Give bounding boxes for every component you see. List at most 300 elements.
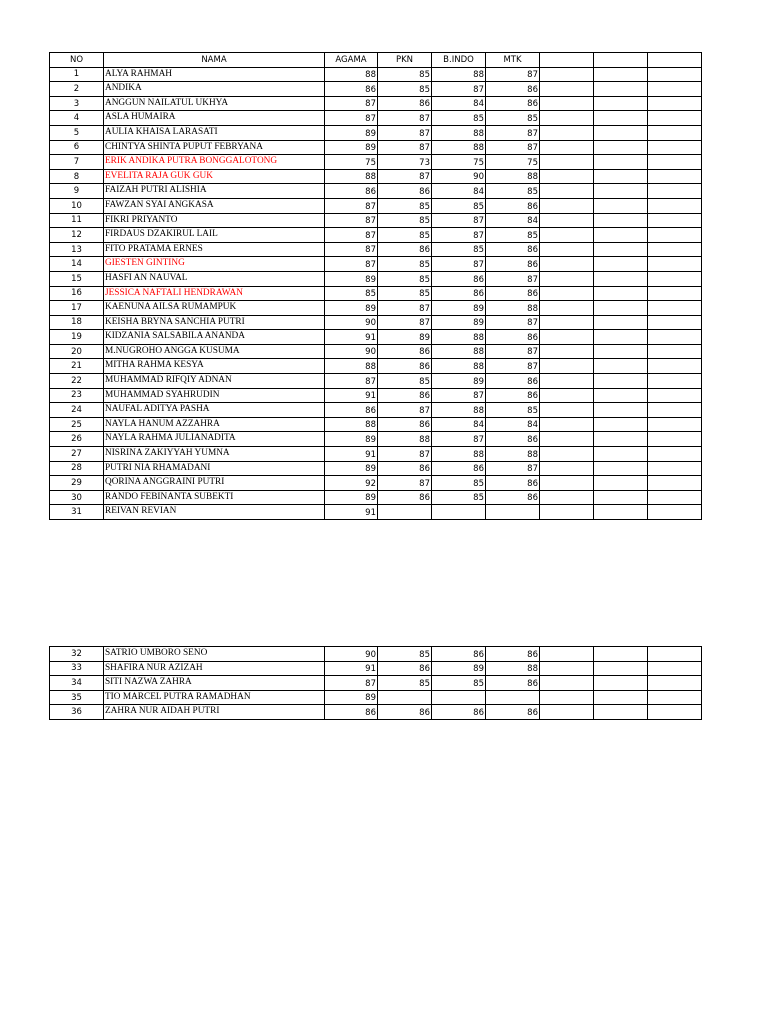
score-agama: 87 <box>325 198 378 213</box>
empty-cell <box>540 690 594 705</box>
score-bindo: 88 <box>432 344 486 359</box>
empty-cell <box>648 676 702 691</box>
student-name: ZAHRA NUR AIDAH PUTRI <box>104 705 325 720</box>
score-bindo: 87 <box>432 257 486 272</box>
score-mtk: 86 <box>486 647 540 662</box>
score-pkn: 86 <box>378 417 432 432</box>
empty-cell <box>540 705 594 720</box>
table-row <box>50 257 702 272</box>
table-row <box>50 505 702 520</box>
score-mtk: 87 <box>486 67 540 82</box>
student-name: HASFI AN NAUVAL <box>104 271 325 286</box>
score-mtk: 85 <box>486 184 540 199</box>
row-number: 25 <box>50 417 104 432</box>
student-name: CHINTYA SHINTA PUPUT FEBRYANA <box>104 140 325 155</box>
table-row <box>50 461 702 476</box>
empty-cell <box>648 447 702 462</box>
score-bindo: 85 <box>432 490 486 505</box>
score-bindo: 89 <box>432 661 486 676</box>
empty-cell <box>540 476 594 491</box>
row-number: 17 <box>50 301 104 316</box>
student-name: FIKRI PRIYANTO <box>104 213 325 228</box>
score-bindo: 87 <box>432 82 486 97</box>
empty-cell <box>594 228 648 243</box>
score-mtk: 84 <box>486 417 540 432</box>
empty-cell <box>648 490 702 505</box>
score-mtk <box>486 505 540 520</box>
table-row <box>50 432 702 447</box>
grades-table-main <box>49 52 702 520</box>
student-name: NAYLA HANUM AZZAHRA <box>104 417 325 432</box>
empty-cell <box>540 432 594 447</box>
score-bindo: 84 <box>432 96 486 111</box>
empty-cell <box>648 257 702 272</box>
score-bindo: 84 <box>432 417 486 432</box>
score-pkn <box>378 505 432 520</box>
empty-cell <box>648 476 702 491</box>
empty-cell <box>594 271 648 286</box>
row-number: 16 <box>50 286 104 301</box>
empty-cell <box>594 359 648 374</box>
grades-table-continued <box>49 646 702 720</box>
score-agama: 87 <box>325 213 378 228</box>
score-pkn: 85 <box>378 257 432 272</box>
row-number: 2 <box>50 82 104 97</box>
score-bindo: 86 <box>432 271 486 286</box>
student-name: GIESTEN GINTING <box>104 257 325 272</box>
header-agama: AGAMA <box>325 53 378 68</box>
empty-cell <box>540 647 594 662</box>
empty-cell <box>540 82 594 97</box>
score-pkn: 86 <box>378 184 432 199</box>
table-row <box>50 705 702 720</box>
row-number: 10 <box>50 198 104 213</box>
empty-cell <box>594 417 648 432</box>
table-body-main <box>50 67 702 519</box>
empty-cell <box>648 417 702 432</box>
score-bindo: 85 <box>432 476 486 491</box>
score-pkn: 88 <box>378 432 432 447</box>
score-mtk: 88 <box>486 661 540 676</box>
student-name: FITO PRATAMA ERNES <box>104 242 325 257</box>
score-agama: 86 <box>325 82 378 97</box>
empty-cell <box>540 111 594 126</box>
empty-cell <box>594 125 648 140</box>
score-agama: 87 <box>325 374 378 389</box>
score-bindo: 85 <box>432 111 486 126</box>
table-row <box>50 388 702 403</box>
score-pkn: 87 <box>378 169 432 184</box>
score-pkn: 87 <box>378 315 432 330</box>
score-bindo: 85 <box>432 198 486 213</box>
empty-cell <box>648 690 702 705</box>
student-name: FAWZAN SYAI ANGKASA <box>104 198 325 213</box>
row-number: 14 <box>50 257 104 272</box>
empty-cell <box>594 96 648 111</box>
empty-cell <box>594 140 648 155</box>
empty-cell <box>540 286 594 301</box>
row-number: 28 <box>50 461 104 476</box>
student-name: MITHA RAHMA KESYA <box>104 359 325 374</box>
score-agama: 87 <box>325 111 378 126</box>
score-mtk: 86 <box>486 82 540 97</box>
score-mtk: 86 <box>486 242 540 257</box>
empty-cell <box>594 344 648 359</box>
score-bindo: 86 <box>432 461 486 476</box>
empty-cell <box>648 330 702 345</box>
empty-cell <box>648 301 702 316</box>
score-mtk: 86 <box>486 257 540 272</box>
student-name: KEISHA BRYNA SANCHIA PUTRI <box>104 315 325 330</box>
empty-cell <box>594 315 648 330</box>
table-row <box>50 271 702 286</box>
score-agama: 86 <box>325 403 378 418</box>
score-mtk: 86 <box>486 374 540 389</box>
empty-cell <box>648 359 702 374</box>
table-row <box>50 228 702 243</box>
empty-cell <box>540 676 594 691</box>
score-pkn: 89 <box>378 330 432 345</box>
row-number: 35 <box>50 690 104 705</box>
student-name: NAUFAL ADITYA PASHA <box>104 403 325 418</box>
empty-cell <box>594 690 648 705</box>
score-pkn: 86 <box>378 490 432 505</box>
table-row <box>50 125 702 140</box>
student-name: JESSICA NAFTALI HENDRAWAN <box>104 286 325 301</box>
row-number: 6 <box>50 140 104 155</box>
score-agama: 89 <box>325 271 378 286</box>
score-pkn: 85 <box>378 374 432 389</box>
empty-cell <box>594 505 648 520</box>
score-agama: 85 <box>325 286 378 301</box>
row-number: 12 <box>50 228 104 243</box>
empty-cell <box>540 330 594 345</box>
row-number: 32 <box>50 647 104 662</box>
score-mtk: 86 <box>486 676 540 691</box>
score-mtk: 87 <box>486 271 540 286</box>
row-number: 36 <box>50 705 104 720</box>
score-agama: 91 <box>325 330 378 345</box>
empty-cell <box>594 330 648 345</box>
empty-cell <box>648 374 702 389</box>
row-number: 33 <box>50 661 104 676</box>
student-name: PUTRI NIA RHAMADANI <box>104 461 325 476</box>
score-agama: 87 <box>325 242 378 257</box>
empty-cell <box>648 271 702 286</box>
empty-cell <box>648 169 702 184</box>
student-name: KIDZANIA SALSABILA ANANDA <box>104 330 325 345</box>
row-number: 1 <box>50 67 104 82</box>
empty-cell <box>648 82 702 97</box>
empty-cell <box>540 169 594 184</box>
score-bindo: 87 <box>432 228 486 243</box>
score-agama: 75 <box>325 155 378 170</box>
score-agama: 86 <box>325 184 378 199</box>
empty-header-cell <box>540 53 594 68</box>
empty-cell <box>594 198 648 213</box>
header-mtk: MTK <box>486 53 540 68</box>
student-name: NAYLA RAHMA JULIANADITA <box>104 432 325 447</box>
empty-cell <box>540 184 594 199</box>
row-number: 30 <box>50 490 104 505</box>
empty-cell <box>594 490 648 505</box>
score-mtk <box>486 690 540 705</box>
score-bindo: 84 <box>432 184 486 199</box>
student-name: M.NUGROHO ANGGA KUSUMA <box>104 344 325 359</box>
student-name: ANDIKA <box>104 82 325 97</box>
row-number: 24 <box>50 403 104 418</box>
score-mtk: 87 <box>486 140 540 155</box>
score-bindo: 87 <box>432 432 486 447</box>
empty-cell <box>594 676 648 691</box>
score-agama: 90 <box>325 647 378 662</box>
score-bindo: 89 <box>432 315 486 330</box>
score-agama: 90 <box>325 315 378 330</box>
score-pkn: 85 <box>378 228 432 243</box>
score-bindo <box>432 505 486 520</box>
student-name: REIVAN REVIAN <box>104 505 325 520</box>
empty-cell <box>648 286 702 301</box>
table-row <box>50 447 702 462</box>
table-row <box>50 676 702 691</box>
row-number: 23 <box>50 388 104 403</box>
table-row <box>50 184 702 199</box>
empty-cell <box>594 67 648 82</box>
score-bindo: 88 <box>432 330 486 345</box>
empty-cell <box>594 647 648 662</box>
score-bindo: 86 <box>432 647 486 662</box>
table-row <box>50 417 702 432</box>
score-mtk: 86 <box>486 705 540 720</box>
header-no: NO <box>50 53 104 68</box>
table-row <box>50 67 702 82</box>
empty-cell <box>648 125 702 140</box>
score-agama: 92 <box>325 476 378 491</box>
score-mtk: 88 <box>486 301 540 316</box>
score-agama: 89 <box>325 461 378 476</box>
score-mtk: 86 <box>486 330 540 345</box>
empty-cell <box>540 271 594 286</box>
row-number: 8 <box>50 169 104 184</box>
empty-cell <box>594 242 648 257</box>
score-bindo: 90 <box>432 169 486 184</box>
row-number: 4 <box>50 111 104 126</box>
empty-cell <box>540 242 594 257</box>
score-bindo: 85 <box>432 242 486 257</box>
empty-cell <box>648 213 702 228</box>
score-mtk: 86 <box>486 490 540 505</box>
score-pkn: 85 <box>378 647 432 662</box>
header-nama: NAMA <box>104 53 325 68</box>
empty-cell <box>594 447 648 462</box>
score-agama: 87 <box>325 228 378 243</box>
score-agama: 89 <box>325 301 378 316</box>
table-row <box>50 242 702 257</box>
score-agama: 88 <box>325 359 378 374</box>
row-number: 20 <box>50 344 104 359</box>
empty-cell <box>648 432 702 447</box>
empty-cell <box>540 140 594 155</box>
score-pkn: 87 <box>378 403 432 418</box>
empty-cell <box>540 315 594 330</box>
score-mtk: 85 <box>486 111 540 126</box>
score-agama: 91 <box>325 661 378 676</box>
row-number: 5 <box>50 125 104 140</box>
student-name: FAIZAH PUTRI ALISHIA <box>104 184 325 199</box>
empty-cell <box>540 661 594 676</box>
score-pkn: 86 <box>378 242 432 257</box>
score-bindo <box>432 690 486 705</box>
score-bindo: 88 <box>432 125 486 140</box>
score-bindo: 86 <box>432 286 486 301</box>
empty-cell <box>648 111 702 126</box>
score-agama: 89 <box>325 125 378 140</box>
header-bindo: B.INDO <box>432 53 486 68</box>
score-pkn: 73 <box>378 155 432 170</box>
empty-cell <box>648 96 702 111</box>
student-name: MUHAMMAD RIFQIY ADNAN <box>104 374 325 389</box>
table-row <box>50 403 702 418</box>
score-bindo: 87 <box>432 213 486 228</box>
score-pkn: 86 <box>378 96 432 111</box>
empty-cell <box>648 198 702 213</box>
empty-cell <box>540 344 594 359</box>
student-name: ALYA RAHMAH <box>104 67 325 82</box>
score-agama: 88 <box>325 67 378 82</box>
table-row <box>50 647 702 662</box>
empty-cell <box>648 344 702 359</box>
score-agama: 87 <box>325 96 378 111</box>
score-agama: 91 <box>325 388 378 403</box>
student-name: SHAFIRA NUR AZIZAH <box>104 661 325 676</box>
table-row <box>50 169 702 184</box>
empty-cell <box>594 388 648 403</box>
empty-cell <box>540 213 594 228</box>
score-agama: 88 <box>325 169 378 184</box>
student-name: QORINA ANGGRAINI PUTRI <box>104 476 325 491</box>
score-bindo: 88 <box>432 359 486 374</box>
table-row <box>50 213 702 228</box>
score-agama: 87 <box>325 257 378 272</box>
empty-cell <box>594 432 648 447</box>
empty-cell <box>594 286 648 301</box>
empty-cell <box>594 301 648 316</box>
empty-cell <box>540 198 594 213</box>
table-body-continued <box>50 647 702 720</box>
score-pkn: 87 <box>378 140 432 155</box>
empty-cell <box>594 461 648 476</box>
empty-cell <box>594 476 648 491</box>
table-row <box>50 111 702 126</box>
empty-cell <box>540 228 594 243</box>
empty-cell <box>594 184 648 199</box>
table-row <box>50 330 702 345</box>
row-number: 19 <box>50 330 104 345</box>
table-row <box>50 661 702 676</box>
score-mtk: 87 <box>486 359 540 374</box>
score-mtk: 86 <box>486 476 540 491</box>
table-row <box>50 374 702 389</box>
score-pkn: 87 <box>378 301 432 316</box>
score-agama: 89 <box>325 432 378 447</box>
score-bindo: 88 <box>432 447 486 462</box>
row-number: 29 <box>50 476 104 491</box>
empty-cell <box>648 315 702 330</box>
student-name: ASLA HUMAIRA <box>104 111 325 126</box>
score-mtk: 85 <box>486 228 540 243</box>
score-bindo: 88 <box>432 67 486 82</box>
empty-cell <box>540 403 594 418</box>
score-pkn: 85 <box>378 676 432 691</box>
score-pkn: 86 <box>378 705 432 720</box>
score-agama: 88 <box>325 417 378 432</box>
score-pkn: 86 <box>378 388 432 403</box>
score-pkn: 87 <box>378 476 432 491</box>
empty-cell <box>540 301 594 316</box>
empty-cell <box>594 111 648 126</box>
score-agama: 87 <box>325 676 378 691</box>
row-number: 11 <box>50 213 104 228</box>
empty-cell <box>648 184 702 199</box>
student-name: TIO MARCEL PUTRA RAMADHAN <box>104 690 325 705</box>
score-mtk: 85 <box>486 403 540 418</box>
score-bindo: 89 <box>432 374 486 389</box>
empty-cell <box>648 140 702 155</box>
table-row <box>50 690 702 705</box>
score-mtk: 86 <box>486 388 540 403</box>
score-pkn: 87 <box>378 111 432 126</box>
score-mtk: 87 <box>486 344 540 359</box>
score-mtk: 88 <box>486 169 540 184</box>
row-number: 27 <box>50 447 104 462</box>
score-mtk: 88 <box>486 447 540 462</box>
score-mtk: 86 <box>486 198 540 213</box>
row-number: 3 <box>50 96 104 111</box>
table-row <box>50 490 702 505</box>
score-pkn: 85 <box>378 286 432 301</box>
empty-cell <box>648 505 702 520</box>
empty-cell <box>648 403 702 418</box>
score-pkn: 85 <box>378 213 432 228</box>
empty-cell <box>540 374 594 389</box>
score-pkn: 85 <box>378 271 432 286</box>
score-agama: 86 <box>325 705 378 720</box>
score-mtk: 87 <box>486 315 540 330</box>
empty-cell <box>648 388 702 403</box>
table-row <box>50 96 702 111</box>
student-name: NISRINA ZAKIYYAH YUMNA <box>104 447 325 462</box>
empty-cell <box>540 257 594 272</box>
row-number: 21 <box>50 359 104 374</box>
score-agama: 89 <box>325 490 378 505</box>
score-agama: 89 <box>325 690 378 705</box>
score-bindo: 86 <box>432 705 486 720</box>
table-row <box>50 344 702 359</box>
table-row <box>50 286 702 301</box>
score-bindo: 85 <box>432 676 486 691</box>
empty-cell <box>540 67 594 82</box>
table-row <box>50 301 702 316</box>
score-pkn: 85 <box>378 82 432 97</box>
empty-cell <box>594 661 648 676</box>
empty-cell <box>648 705 702 720</box>
empty-cell <box>540 447 594 462</box>
score-pkn: 86 <box>378 461 432 476</box>
empty-cell <box>648 242 702 257</box>
score-pkn: 87 <box>378 447 432 462</box>
student-name: FIRDAUS DZAKIRUL LAIL <box>104 228 325 243</box>
empty-cell <box>648 661 702 676</box>
